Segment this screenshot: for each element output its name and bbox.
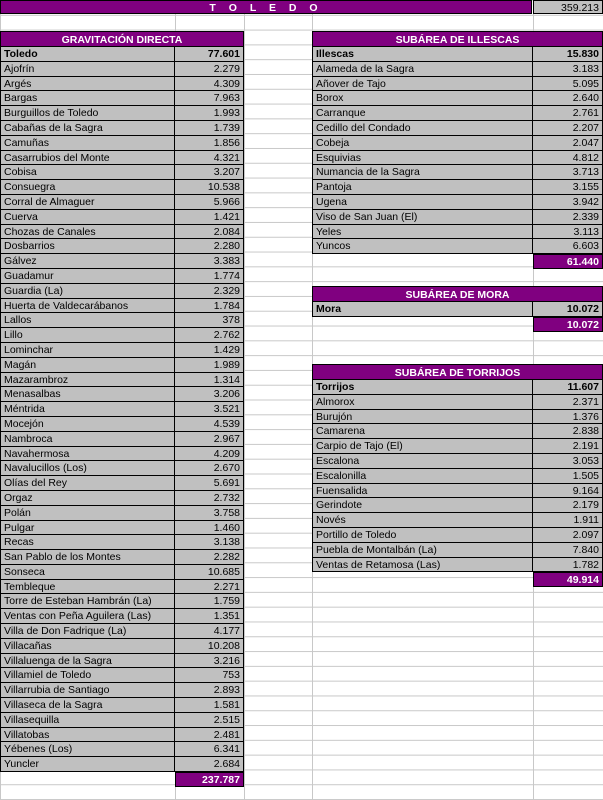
- table-row: [0, 713, 244, 728]
- grand-total[interactable]: 359.213: [533, 0, 603, 14]
- row-name-cell[interactable]: Dosbarrios: [0, 239, 175, 254]
- row-value-cell[interactable]: 77.601: [175, 47, 244, 62]
- table-row: [0, 654, 244, 669]
- row-name-cell[interactable]: Viso de San Juan (El): [312, 210, 533, 225]
- row-value-cell[interactable]: 2.732: [175, 491, 244, 506]
- row-value-cell[interactable]: 1.429: [175, 343, 244, 358]
- table-row: [0, 106, 244, 121]
- table-row: [312, 528, 603, 543]
- row-name-cell[interactable]: Navahermosa: [0, 447, 175, 462]
- table-row: [312, 498, 603, 513]
- row-name-cell[interactable]: Polán: [0, 506, 175, 521]
- row-value-cell[interactable]: 2.838: [533, 424, 603, 439]
- row-value-cell[interactable]: 15.830: [533, 47, 603, 62]
- row-value-cell[interactable]: 4.309: [175, 77, 244, 92]
- row-value-cell[interactable]: 3.206: [175, 387, 244, 402]
- row-name-cell[interactable]: Camuñas: [0, 136, 175, 151]
- row-value-cell[interactable]: 9.164: [533, 484, 603, 499]
- row-name-cell[interactable]: Almorox: [312, 395, 533, 410]
- table-row: [0, 550, 244, 565]
- table-row: [312, 439, 603, 454]
- row-name-cell[interactable]: Esquivias: [312, 151, 533, 166]
- table-row: [0, 62, 244, 77]
- row-value-cell[interactable]: 3.383: [175, 254, 244, 269]
- row-name-cell[interactable]: Burujón: [312, 410, 533, 425]
- row-value-cell[interactable]: 2.640: [533, 91, 603, 106]
- row-name-cell[interactable]: Argés: [0, 77, 175, 92]
- row-value-cell[interactable]: 2.329: [175, 284, 244, 299]
- row-name-cell[interactable]: Mora: [312, 302, 533, 317]
- row-value-cell[interactable]: 2.207: [533, 121, 603, 136]
- table-row: [0, 254, 244, 269]
- row-value-cell[interactable]: 2.084: [175, 225, 244, 240]
- row-value-cell[interactable]: 2.762: [175, 328, 244, 343]
- row-name-cell[interactable]: Yuncos: [312, 239, 533, 254]
- row-value-cell[interactable]: 2.279: [175, 62, 244, 77]
- row-value-cell[interactable]: 10.208: [175, 639, 244, 654]
- row-name-cell[interactable]: Méntrida: [0, 402, 175, 417]
- row-name-cell[interactable]: Villamiel de Toledo: [0, 668, 175, 683]
- row-name-cell[interactable]: Olías del Rey: [0, 476, 175, 491]
- row-name-cell[interactable]: Torrijos: [312, 380, 533, 395]
- title-row: [0, 0, 603, 15]
- row-value-cell[interactable]: 2.191: [533, 439, 603, 454]
- row-name-cell[interactable]: Recas: [0, 535, 175, 550]
- row-value-cell[interactable]: 2.282: [175, 550, 244, 565]
- row-name-cell[interactable]: Mazarambroz: [0, 373, 175, 388]
- row-value-cell[interactable]: 10.072: [533, 302, 603, 317]
- row-name-cell[interactable]: Puebla de Montalbán (La): [312, 543, 533, 558]
- row-name-cell[interactable]: Carranque: [312, 106, 533, 121]
- table-row: [312, 513, 603, 528]
- row-value-cell[interactable]: 1.911: [533, 513, 603, 528]
- row-value-cell[interactable]: 2.967: [175, 432, 244, 447]
- table-row: [312, 136, 603, 151]
- row-value-cell[interactable]: 3.216: [175, 654, 244, 669]
- table-row: [0, 506, 244, 521]
- table-row: [0, 343, 244, 358]
- row-value-cell[interactable]: 3.207: [175, 165, 244, 180]
- table-row: [0, 269, 244, 284]
- row-name-cell[interactable]: Magán: [0, 358, 175, 373]
- row-name-cell[interactable]: Huerta de Valdecarábanos: [0, 299, 175, 314]
- table-row: [0, 402, 244, 417]
- row-value-cell[interactable]: 2.179: [533, 498, 603, 513]
- row-value-cell[interactable]: 1.989: [175, 358, 244, 373]
- row-value-cell[interactable]: 3.942: [533, 195, 603, 210]
- row-name-cell[interactable]: Nambroca: [0, 432, 175, 447]
- head-row: [312, 380, 603, 395]
- table-row: [0, 521, 244, 536]
- row-value-cell[interactable]: 3.521: [175, 402, 244, 417]
- row-value-cell[interactable]: 5.966: [175, 195, 244, 210]
- row-value-cell[interactable]: 3.138: [175, 535, 244, 550]
- section-header[interactable]: SUBÁREA DE ILLESCAS: [312, 31, 603, 47]
- row-name-cell[interactable]: Camarena: [312, 424, 533, 439]
- row-name-cell[interactable]: Toledo: [0, 47, 175, 62]
- table-row: [312, 454, 603, 469]
- row-name-cell[interactable]: Pulgar: [0, 521, 175, 536]
- table-row: [0, 387, 244, 402]
- row-value-cell[interactable]: 1.421: [175, 210, 244, 225]
- row-name-cell[interactable]: Cuerva: [0, 210, 175, 225]
- row-name-cell[interactable]: Escalona: [312, 454, 533, 469]
- table-row: [312, 225, 603, 240]
- table-row: [0, 594, 244, 609]
- table-row: [0, 624, 244, 639]
- row-value-cell[interactable]: 2.280: [175, 239, 244, 254]
- row-value-cell[interactable]: 3.758: [175, 506, 244, 521]
- section-header[interactable]: SUBÁREA DE MORA: [312, 286, 603, 302]
- row-value-cell[interactable]: 3.183: [533, 62, 603, 77]
- table-row: [0, 668, 244, 683]
- row-name-cell[interactable]: San Pablo de los Montes: [0, 550, 175, 565]
- row-name-cell[interactable]: Sonseca: [0, 565, 175, 580]
- sheet-title[interactable]: T O L E D O: [0, 0, 532, 14]
- row-name-cell[interactable]: Lominchar: [0, 343, 175, 358]
- table-row: [0, 609, 244, 624]
- row-name-cell[interactable]: Novés: [312, 513, 533, 528]
- row-name-cell[interactable]: Añover de Tajo: [312, 77, 533, 92]
- section-header[interactable]: SUBÁREA DE TORRIJOS: [312, 364, 603, 380]
- row-value-cell[interactable]: 4.321: [175, 151, 244, 166]
- row-name-cell[interactable]: Yeles: [312, 225, 533, 240]
- section-total[interactable]: 237.787: [175, 772, 244, 787]
- row-name-cell[interactable]: Navalucillos (Los): [0, 461, 175, 476]
- row-name-cell[interactable]: Tembleque: [0, 580, 175, 595]
- row-name-cell[interactable]: Villasequilla: [0, 713, 175, 728]
- row-value-cell[interactable]: 10.685: [175, 565, 244, 580]
- gravitacion-directa-table: [0, 31, 244, 787]
- table-row: [312, 77, 603, 92]
- table-row: [0, 299, 244, 314]
- row-value-cell[interactable]: 1.505: [533, 469, 603, 484]
- table-row: [312, 410, 603, 425]
- table-row: [312, 395, 603, 410]
- row-value-cell[interactable]: 1.581: [175, 698, 244, 713]
- row-name-cell[interactable]: Numancia de la Sagra: [312, 165, 533, 180]
- row-name-cell[interactable]: Cabañas de la Sagra: [0, 121, 175, 136]
- table-row: [312, 180, 603, 195]
- row-value-cell[interactable]: 1.739: [175, 121, 244, 136]
- row-name-cell[interactable]: Ventas de Retamosa (Las): [312, 558, 533, 573]
- row-name-cell[interactable]: Alameda de la Sagra: [312, 62, 533, 77]
- row-name-cell[interactable]: Gerindote: [312, 498, 533, 513]
- row-value-cell[interactable]: 3.113: [533, 225, 603, 240]
- table-row: [0, 239, 244, 254]
- row-value-cell[interactable]: 2.684: [175, 757, 244, 772]
- row-name-cell[interactable]: Ugena: [312, 195, 533, 210]
- row-name-cell[interactable]: Lillo: [0, 328, 175, 343]
- row-name-cell[interactable]: Guadamur: [0, 269, 175, 284]
- table-row: [0, 447, 244, 462]
- gridline: [244, 0, 245, 800]
- row-name-cell[interactable]: Illescas: [312, 47, 533, 62]
- row-value-cell[interactable]: 4.209: [175, 447, 244, 462]
- row-value-cell[interactable]: 1.784: [175, 299, 244, 314]
- row-value-cell[interactable]: 1.856: [175, 136, 244, 151]
- row-value-cell[interactable]: 2.371: [533, 395, 603, 410]
- row-value-cell[interactable]: 2.515: [175, 713, 244, 728]
- row-name-cell[interactable]: Cobeja: [312, 136, 533, 151]
- row-value-cell[interactable]: 1.314: [175, 373, 244, 388]
- row-value-cell[interactable]: 1.759: [175, 594, 244, 609]
- row-name-cell[interactable]: Orgaz: [0, 491, 175, 506]
- table-row: [312, 543, 603, 558]
- row-value-cell[interactable]: 2.097: [533, 528, 603, 543]
- row-name-cell[interactable]: Bargas: [0, 91, 175, 106]
- table-row: [0, 151, 244, 166]
- table-row: [0, 580, 244, 595]
- table-row: [312, 62, 603, 77]
- table-row: [0, 373, 244, 388]
- table-row: [0, 757, 244, 772]
- table-row: [0, 91, 244, 106]
- table-row: [0, 476, 244, 491]
- table-row: [312, 484, 603, 499]
- row-value-cell[interactable]: 5.691: [175, 476, 244, 491]
- table-row: [0, 728, 244, 743]
- row-name-cell[interactable]: Villarrubia de Santiago: [0, 683, 175, 698]
- row-name-cell[interactable]: Menasalbas: [0, 387, 175, 402]
- row-name-cell[interactable]: Portillo de Toledo: [312, 528, 533, 543]
- table-row: [0, 535, 244, 550]
- row-value-cell[interactable]: 1.774: [175, 269, 244, 284]
- table-row: [312, 195, 603, 210]
- row-value-cell[interactable]: 378: [175, 313, 244, 328]
- row-value-cell[interactable]: 10.538: [175, 180, 244, 195]
- table-row: [0, 565, 244, 580]
- row-value-cell[interactable]: 4.177: [175, 624, 244, 639]
- row-value-cell[interactable]: 1.460: [175, 521, 244, 536]
- table-row: [0, 165, 244, 180]
- row-value-cell[interactable]: 2.047: [533, 136, 603, 151]
- table-row: [0, 210, 244, 225]
- table-row: [0, 432, 244, 447]
- table-row: [0, 358, 244, 373]
- subarea-torrijos-table: [312, 364, 603, 587]
- row-value-cell[interactable]: 11.607: [533, 380, 603, 395]
- table-row: [0, 180, 244, 195]
- row-name-cell[interactable]: Carpio de Tajo (El): [312, 439, 533, 454]
- row-value-cell[interactable]: 3.713: [533, 165, 603, 180]
- row-name-cell[interactable]: Ajofrín: [0, 62, 175, 77]
- table-row: [312, 151, 603, 166]
- row-name-cell[interactable]: Corral de Almaguer: [0, 195, 175, 210]
- section-total[interactable]: 49.914: [533, 572, 603, 587]
- table-row: [0, 284, 244, 299]
- row-name-cell[interactable]: Borox: [312, 91, 533, 106]
- table-row: [0, 121, 244, 136]
- table-row: [312, 239, 603, 254]
- row-value-cell[interactable]: 4.539: [175, 417, 244, 432]
- table-row: [0, 328, 244, 343]
- row-value-cell[interactable]: 2.761: [533, 106, 603, 121]
- row-name-cell[interactable]: Cobisa: [0, 165, 175, 180]
- row-name-cell[interactable]: Lallos: [0, 313, 175, 328]
- row-name-cell[interactable]: Villaseca de la Sagra: [0, 698, 175, 713]
- row-value-cell[interactable]: 1.351: [175, 609, 244, 624]
- table-row: [312, 165, 603, 180]
- row-name-cell[interactable]: Chozas de Canales: [0, 225, 175, 240]
- row-name-cell[interactable]: Yuncler: [0, 757, 175, 772]
- row-name-cell[interactable]: Guardia (La): [0, 284, 175, 299]
- row-name-cell[interactable]: Villaluenga de la Sagra: [0, 654, 175, 669]
- table-row: [0, 742, 244, 757]
- table-row: [312, 91, 603, 106]
- table-row: [312, 121, 603, 136]
- table-row: [0, 136, 244, 151]
- table-row: [312, 469, 603, 484]
- row-value-cell[interactable]: 2.339: [533, 210, 603, 225]
- row-value-cell[interactable]: 4.812: [533, 151, 603, 166]
- row-value-cell[interactable]: 1.376: [533, 410, 603, 425]
- table-row: [312, 558, 603, 573]
- table-row: [0, 491, 244, 506]
- row-value-cell[interactable]: 753: [175, 668, 244, 683]
- row-value-cell[interactable]: 1.782: [533, 558, 603, 573]
- table-row: [0, 639, 244, 654]
- row-value-cell[interactable]: 5.095: [533, 77, 603, 92]
- section-header[interactable]: GRAVITACIÓN DIRECTA: [0, 31, 244, 47]
- row-name-cell[interactable]: Burguillos de Toledo: [0, 106, 175, 121]
- subarea-mora-table: [312, 286, 603, 332]
- row-value-cell[interactable]: 2.893: [175, 683, 244, 698]
- table-row: [312, 106, 603, 121]
- table-row: [312, 210, 603, 225]
- row-name-cell[interactable]: Villatobas: [0, 728, 175, 743]
- row-value-cell[interactable]: 2.670: [175, 461, 244, 476]
- row-name-cell[interactable]: Ventas con Peña Aguilera (Las): [0, 609, 175, 624]
- row-value-cell[interactable]: 3.155: [533, 180, 603, 195]
- row-value-cell[interactable]: 6.603: [533, 239, 603, 254]
- subarea-illescas-table: [312, 31, 603, 269]
- row-name-cell[interactable]: Gálvez: [0, 254, 175, 269]
- row-name-cell[interactable]: Mocejón: [0, 417, 175, 432]
- row-value-cell[interactable]: 6.341: [175, 742, 244, 757]
- row-name-cell[interactable]: Yébenes (Los): [0, 742, 175, 757]
- row-name-cell[interactable]: Consuegra: [0, 180, 175, 195]
- section-total[interactable]: 61.440: [533, 254, 603, 269]
- row-value-cell[interactable]: 1.993: [175, 106, 244, 121]
- section-total[interactable]: 10.072: [533, 317, 603, 332]
- row-value-cell[interactable]: 3.053: [533, 454, 603, 469]
- table-row: [0, 225, 244, 240]
- head-row: [312, 302, 603, 317]
- row-name-cell[interactable]: Escalonilla: [312, 469, 533, 484]
- table-row: [0, 77, 244, 92]
- head-row: [312, 47, 603, 62]
- head-row: [0, 47, 244, 62]
- row-value-cell[interactable]: 7.963: [175, 91, 244, 106]
- row-name-cell[interactable]: Cedillo del Condado: [312, 121, 533, 136]
- table-row: [0, 683, 244, 698]
- row-name-cell[interactable]: Fuensalida: [312, 484, 533, 499]
- row-name-cell[interactable]: Casarrubios del Monte: [0, 151, 175, 166]
- table-row: [0, 698, 244, 713]
- table-row: [312, 424, 603, 439]
- row-name-cell[interactable]: Villa de Don Fadrique (La): [0, 624, 175, 639]
- table-row: [0, 417, 244, 432]
- row-value-cell[interactable]: 2.481: [175, 728, 244, 743]
- table-row: [0, 313, 244, 328]
- row-value-cell[interactable]: 2.271: [175, 580, 244, 595]
- table-row: [0, 461, 244, 476]
- table-row: [0, 195, 244, 210]
- row-name-cell[interactable]: Pantoja: [312, 180, 533, 195]
- row-name-cell[interactable]: Villacañas: [0, 639, 175, 654]
- row-value-cell[interactable]: 7.840: [533, 543, 603, 558]
- row-name-cell[interactable]: Torre de Esteban Hambrán (La): [0, 594, 175, 609]
